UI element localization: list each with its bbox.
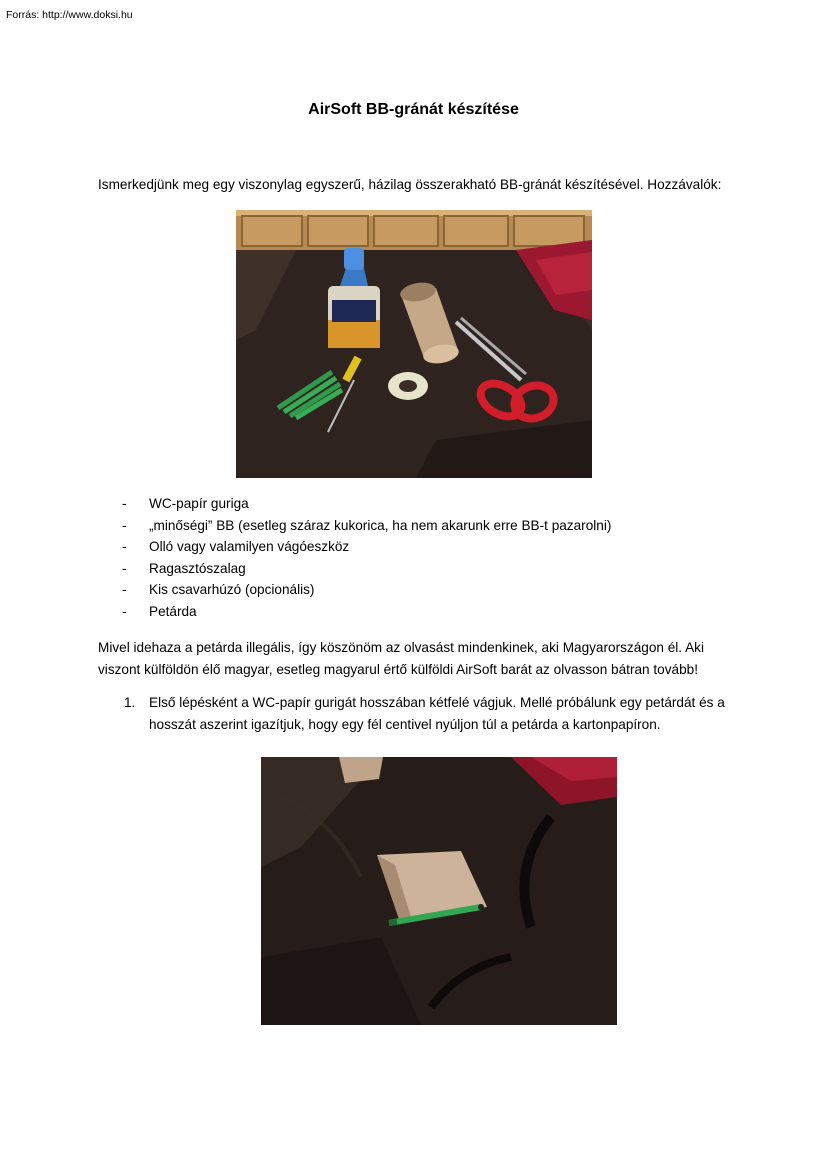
ingredient-text: Olló vagy valamilyen vágóeszköz bbox=[149, 539, 350, 554]
document-title: AirSoft BB-gránát készítése bbox=[308, 101, 519, 118]
list-item bbox=[98, 579, 611, 601]
ingredient-list bbox=[98, 493, 611, 622]
ingredient-text: WC-papír guriga bbox=[149, 496, 249, 511]
ingredient-text: Petárda bbox=[149, 603, 197, 619]
step-number: 1. bbox=[124, 695, 136, 710]
list-dash: - bbox=[122, 496, 127, 511]
list-item bbox=[98, 558, 611, 580]
list-dash: - bbox=[122, 603, 127, 619]
ingredient-text: Kis csavarhúzó (opcionális) bbox=[149, 582, 315, 597]
step-text: Első lépésként a WC-papír gurigát hosszában kétfelé vágjuk. Mellé próbálunk egy petárdát és a hosszát aszerint igazítjuk, hogy egy fél centivel nyúljon túl a petárda a kartonpapíron. bbox=[149, 695, 725, 732]
warning-paragraph: Mivel idehaza a petárda illegális, így köszönöm az olvasást mindenkinek, aki Magyarországon él. Aki viszont külföldön élő magyar, esetleg magyarul értő külföldi AirSoft barát az olvasson bátran tovább! bbox=[98, 640, 704, 677]
intro-paragraph: Ismerkedjünk meg egy viszonylag egyszerű, házilag összerakható BB-gránát készítésével. Hozzávalók: bbox=[98, 177, 722, 192]
list-item bbox=[98, 493, 611, 515]
ingredients-photo bbox=[236, 210, 592, 478]
ingredient-text: „minőségi” BB (esetleg száraz kukorica, ha nem akarunk erre BB-t pazarolni) bbox=[149, 517, 612, 533]
step-item bbox=[98, 692, 738, 736]
list-item bbox=[98, 515, 611, 537]
list-item bbox=[98, 601, 611, 623]
source-link[interactable]: Forrás: http://www.doksi.hu bbox=[6, 9, 133, 21]
ingredient-text: Ragasztószalag bbox=[149, 560, 246, 576]
list-dash: - bbox=[122, 517, 127, 533]
list-dash: - bbox=[122, 560, 127, 576]
list-dash: - bbox=[122, 582, 127, 597]
list-item bbox=[98, 536, 611, 558]
list-dash: - bbox=[122, 539, 127, 554]
step-1-photo bbox=[261, 757, 617, 1025]
